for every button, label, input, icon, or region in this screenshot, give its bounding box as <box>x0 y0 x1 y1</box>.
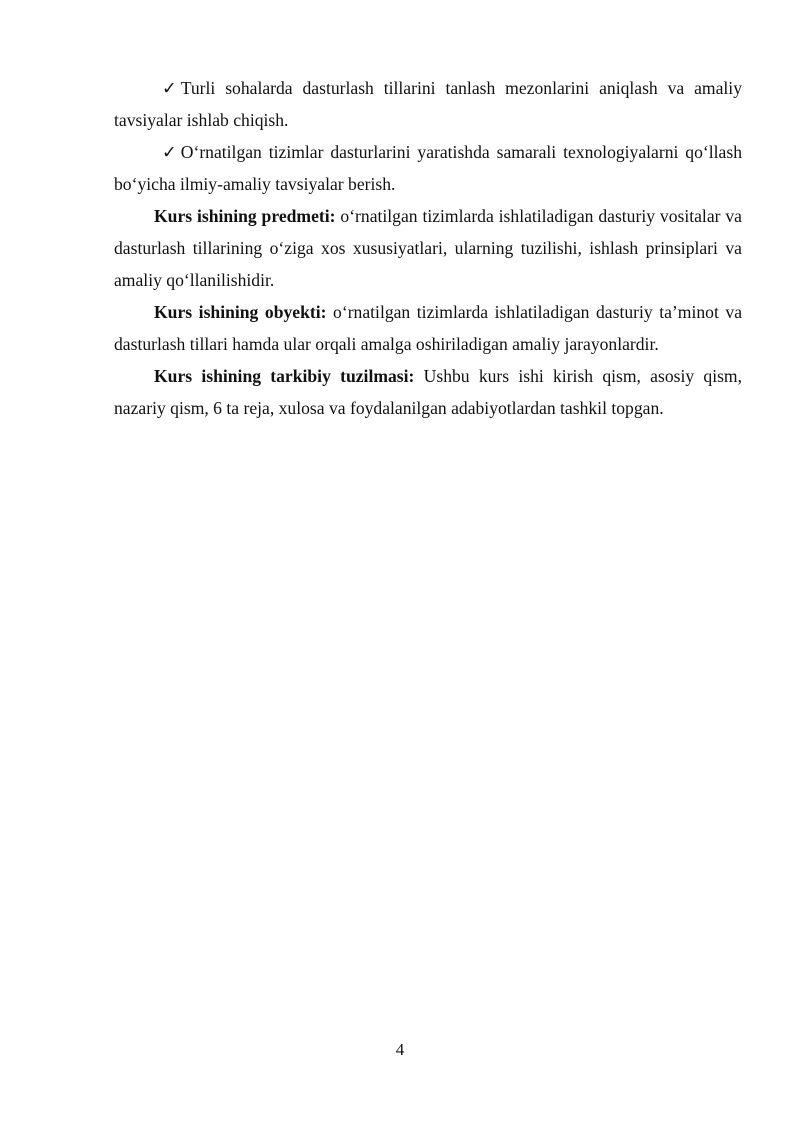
bullet-recommendations-text: O‘rnatilgan tizimlar dasturlarini yaratishda samarali texnologiyalarni qo‘llash bo‘yicha ilmiy-amaliy tavsiyalar berish. <box>114 142 742 194</box>
structure-heading: Kurs ishining tarkibiy tuzilmasi: <box>154 366 415 386</box>
document-page <box>114 72 742 424</box>
checkmark-icon: ✓ <box>162 78 177 98</box>
subject-paragraph <box>114 200 742 296</box>
checkmark-icon: ✓ <box>162 142 177 162</box>
subject-text: o‘rnatilgan tizimlarda ishlatiladigan dasturiy vositalar va dasturlash tillarining o‘ziga xos xususiyatlari, ularning tuzilishi, ishlash prinsiplari va amaliy qo‘llanilishidir. <box>114 206 742 290</box>
subject-heading: Kurs ishining predmeti: <box>154 206 336 226</box>
object-paragraph <box>114 296 742 360</box>
bullet-criteria-text: Turli sohalarda dasturlash tillarini tanlash mezonlarini aniqlash va amaliy tavsiyalar ishlab chiqish. <box>114 78 742 130</box>
structure-paragraph <box>114 360 742 424</box>
structure-text: Ushbu kurs ishi kirish qism, asosiy qism, nazariy qism, 6 ta reja, xulosa va foydalanilgan adabiyotlardan tashkil topgan. <box>114 366 743 418</box>
page-number: 4 <box>395 1040 405 1059</box>
object-heading: Kurs ishining obyekti: <box>154 302 327 322</box>
bullet-recommendations <box>114 136 742 200</box>
bullet-criteria <box>114 72 742 136</box>
object-text: o‘rnatilgan tizimlarda ishlatiladigan dasturiy ta’minot va dasturlash tillari hamda ular orqali amalga oshiriladigan amaliy jarayonlardir. <box>114 302 743 354</box>
